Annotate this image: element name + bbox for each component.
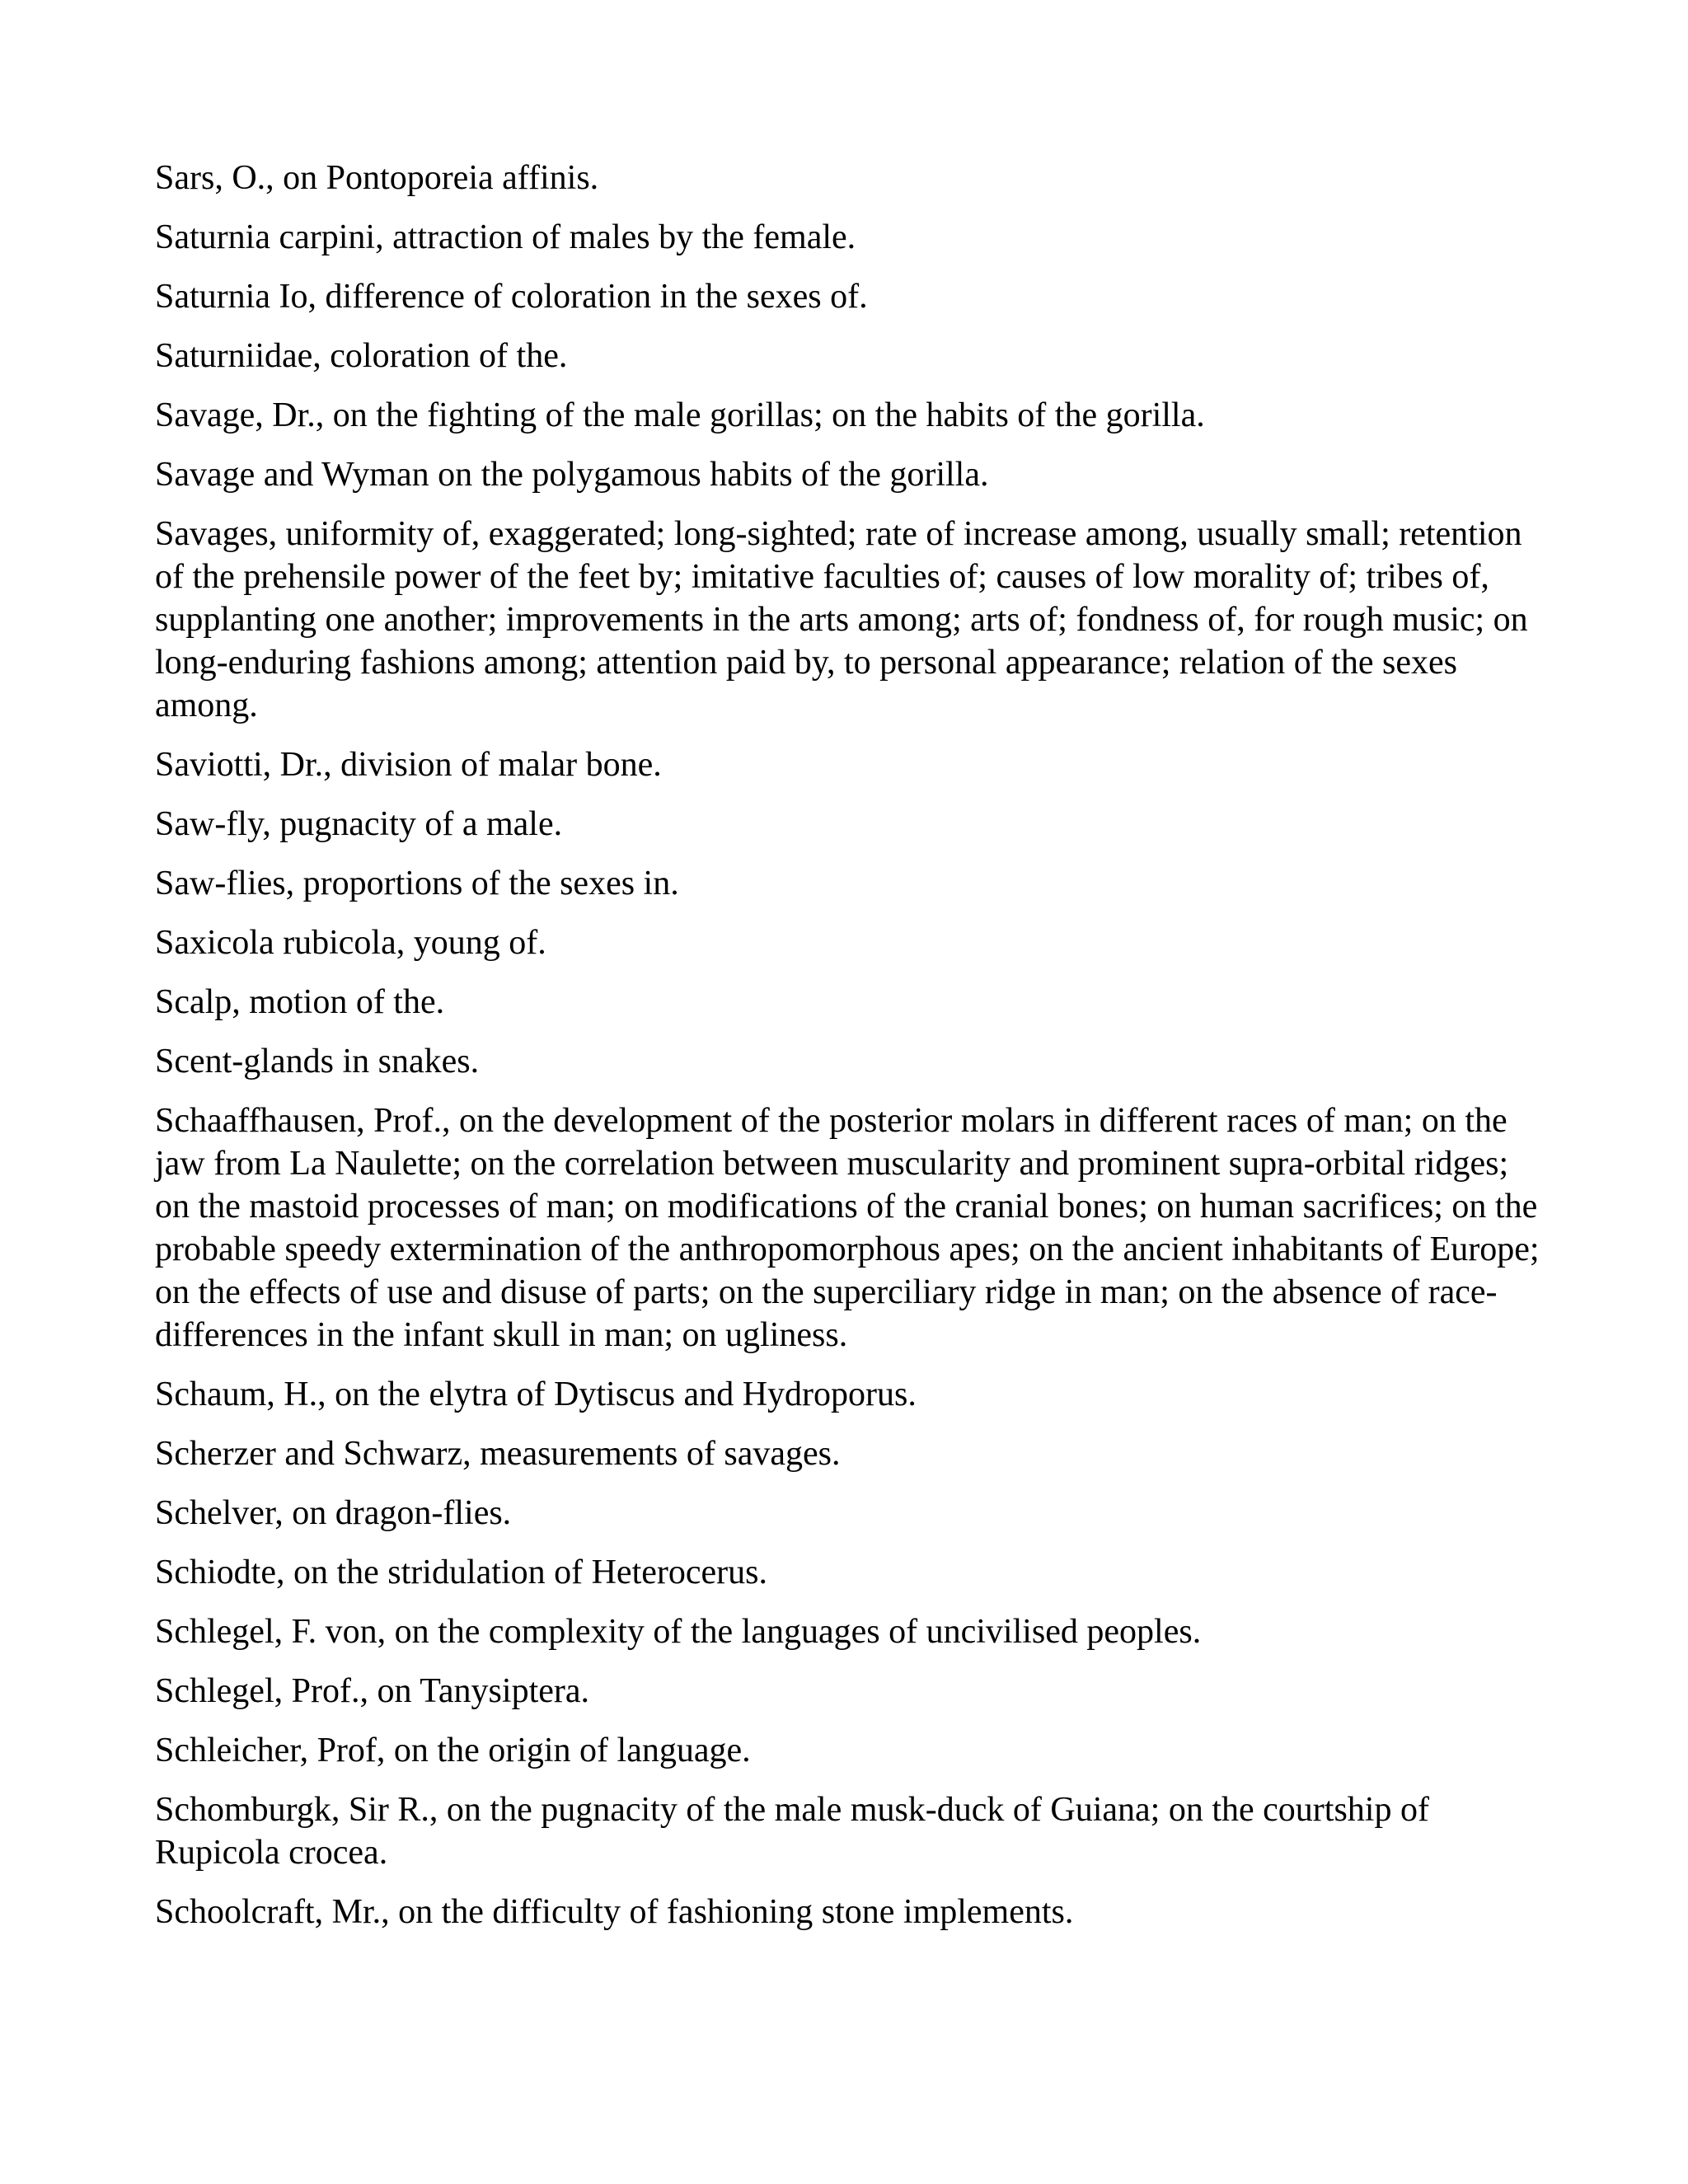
index-entry: Schlegel, F. von, on the complexity of the languages of uncivilised peoples. [155,1613,1202,1651]
index-entry: Schlegel, Prof., on Tanysiptera. [155,1672,590,1710]
index-entry: Schoolcraft, Mr., on the difficulty of fashioning stone implements. [155,1893,1074,1931]
index-entry: Saviotti, Dr., division of malar bone. [155,746,662,784]
index-entry: Sars, O., on Pontoporeia affinis. [155,159,599,197]
index-entry: Saw-flies, proportions of the sexes in. [155,865,679,902]
index-entry: Saturnia carpini, attraction of males by the female. [155,218,856,256]
index-entry: Saturnia Io, difference of coloration in the sexes of. [155,278,868,316]
index-entry: Schomburgk, Sir R., on the pugnacity of the male musk-duck of Guiana; on the courtship of Rupicola crocea. [155,1791,1429,1872]
index-entry: Schiodte, on the stridulation of Heterocerus. [155,1554,767,1591]
index-entry: Scherzer and Schwarz, measurements of savages. [155,1435,841,1473]
index-entry: Schleicher, Prof, on the origin of language. [155,1732,751,1769]
index-entry: Saxicola rubicola, young of. [155,924,546,962]
index-entry: Savage and Wyman on the polygamous habits of the gorilla. [155,456,989,494]
index-entry: Saw-fly, pugnacity of a male. [155,805,563,843]
index-entry: Schaum, H., on the elytra of Dytiscus and Hydroporus. [155,1376,917,1413]
index-entry: Savages, uniformity of, exaggerated; long-sighted; rate of increase among, usually small; retention of the prehensile power of the feet by; imitative faculties of; causes of low morality of; tribes of, supplanting one another; improvements in the arts among; arts of; fondness of, for rough music; on long-enduring fashions among; attention paid by, to personal appearance; relation of the sexes among. [155,515,1528,724]
index-entry: Scalp, motion of the. [155,983,445,1021]
index-entry: Savage, Dr., on the fighting of the male gorillas; on the habits of the gorilla. [155,396,1205,434]
index-entry: Schelver, on dragon-flies. [155,1494,512,1532]
index-page [155,157,1540,1950]
index-entry: Scent-glands in snakes. [155,1043,480,1080]
index-entry: Schaaffhausen, Prof., on the development of the posterior molars in different races of man; on the jaw from La Naulette; on the correlation between muscularity and prominent supra-orbital ridges; on the mastoid processes of man; on modifications of the cranial bones; on human sacrifices; on the probable speedy extermination of the anthropomorphous apes; on the ancient inhabitants of Europe; on the effects of use and disuse of parts; on the superciliary ridge in man; on the absence of race-differences in the infant skull in man; on ugliness. [155,1102,1540,1354]
index-entry: Saturniidae, coloration of the. [155,337,568,375]
